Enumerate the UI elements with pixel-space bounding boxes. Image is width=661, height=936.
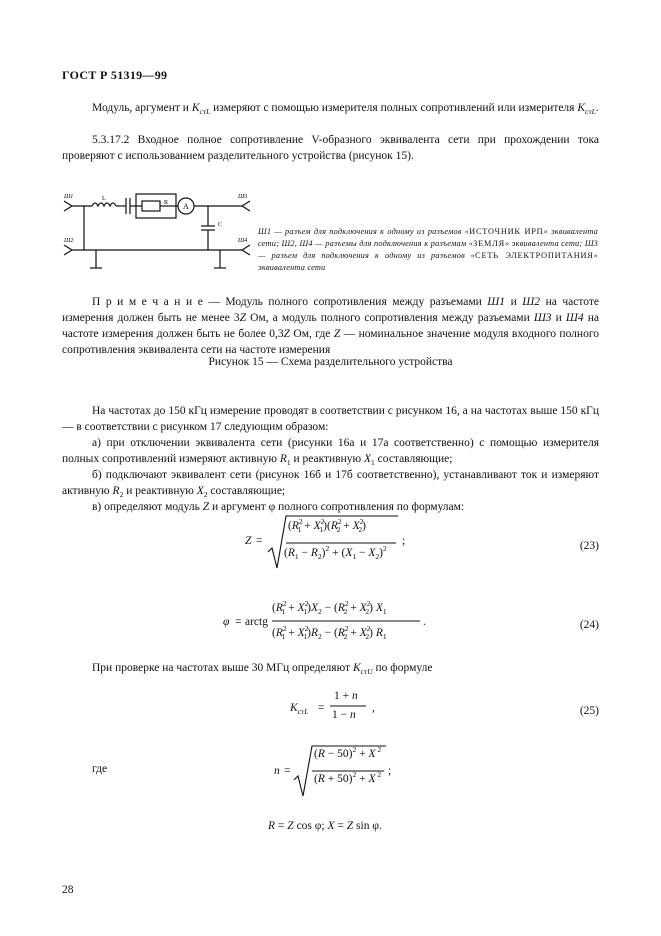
figure-legend: Ш1 — разъем для подключения к одному из разъемов «ИСТОЧНИК ИРП» эквивалента сети; Ш2, Ш4 — разъемы для подключения к разъемам «ЗЕМЛЯ» эквивалента сети; Ш3 — разъем для подключения к одному из разъемов «СЕТЬ ЭЛЕКТРОПИТАНИЯ» эквивалента сети (258, 227, 599, 272)
eqn-numerator: $(R - 50)^2 + X$ $^2$ (314, 745, 382, 760)
eq23-numerator: $(R^2_1 + X^2_1)(R^2_2 + X^2_2)$ (288, 517, 366, 534)
label-ammeter: A (183, 202, 189, 211)
label-capacitor: C (218, 222, 223, 228)
label-resistor: R (164, 200, 169, 206)
eq24-numerator: $(R^2_1 + X^2_1)X_2 - (R^2_2 + X^2_2)$ $X_1$ (272, 599, 387, 616)
paragraph-step-b: б) подключают эквивалент сети (рисунок 16б и 17б соответственно), устанавливают ток и измеряют активную $R_2$ и реактивную $X_2$ составляющие; (62, 469, 599, 499)
page-number: 28 (62, 884, 74, 896)
eq24-denominator: $(R^2_1 + X^2_1)R_2 - (R^2_2 + X^2_2)$ $R_1$ (272, 624, 387, 641)
paragraph-step-c: в) определяют модуль Z и аргумент φ полного сопротивления по формулам: (92, 501, 465, 513)
label-w3: Ш3 (238, 194, 248, 200)
document-header: ГОСТ Р 51319—99 (62, 68, 168, 82)
label-w2: Ш2 (64, 238, 74, 244)
equation-r-x: R = Z cos φ; X = Z sin φ. (268, 820, 382, 832)
paragraph-frequency: На частотах до 150 кГц измерение проводят в соответствии с рисунком 16, а на частотах выше 150 кГц — в соответствии с рисунком 17 следующим образом: (62, 405, 599, 433)
paragraph-step-a: а) при отключении эквивалента сети (рисунки 16а и 17а соответственно) с помощью измерителя полных сопротивлений измеряют активную $R_1$ и реактивную $X_1$ составляющие; (62, 437, 599, 467)
label-w1: Ш1 (64, 194, 74, 200)
figure-caption: Рисунок 15 — Схема разделительного устройства (208, 356, 453, 368)
isolation-device-schematic (62, 188, 252, 272)
label-inductor: L (102, 196, 106, 202)
label-w4: Ш4 (238, 238, 248, 244)
where-label: где (92, 763, 108, 775)
figure-note: П р и м е ч а н и е — Модуль полного сопротивления между разъемами Ш1 и Ш2 на частоте измерения должен быть не менее 3Z Ом, а модуль полного сопротивления между разъемами Ш3 и Ш4 на частоте измерения должен быть не более 0,3Z Ом, где Z — номинальное значение модуля входного полного сопротивления эквивалента сети на частоте измерения (62, 296, 600, 356)
paragraph-5-3-17-2: 5.3.17.2 Входное полное сопротивление V-образного эквивалента сети при прохождении тока проверяют с использованием разделительного устройства (рисунок 15). (62, 134, 599, 162)
paragraph-30mhz: При проверке на частотах выше 30 МГц определяют $K_{стU}$ по формуле (92, 662, 433, 676)
eq23-denominator: $(R_1 - R_2)^2 + (X_1 - X_2)^2$ (284, 544, 387, 561)
eqn-denominator: $(R + 50)^2 + X$ $^2$ (314, 770, 382, 785)
paragraph-modulus: Модуль, аргумент и $K_{стL}$ измеряют с помощью измерителя полных сопротивлений или измерителя $K_{стL}$. (92, 102, 599, 116)
